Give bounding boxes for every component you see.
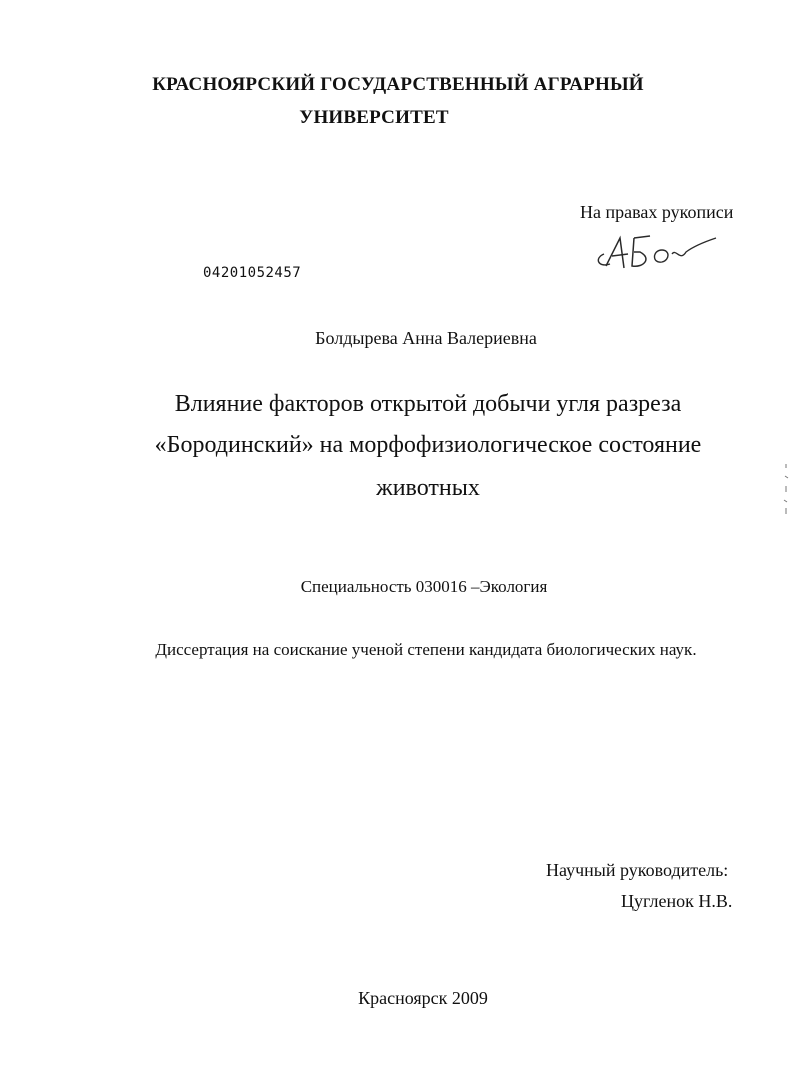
scan-edge-marks <box>780 462 792 518</box>
thesis-title-line2: «Бородинский» на морфофизиологическое состояние <box>154 432 702 458</box>
rights-notice: На правах рукописи <box>580 202 734 222</box>
specialty: Специальность 030016 –Экология <box>300 577 548 596</box>
author-name: Болдырева Анна Валериевна <box>315 328 537 348</box>
city-and-year: Красноярск 2009 <box>358 988 488 1008</box>
thesis-title-line1: Влияние факторов открытой добычи угля разреза <box>174 391 682 417</box>
university-name-line1: КРАСНОЯРСКИЙ ГОСУДАРСТВЕННЫЙ АГРАРНЫЙ <box>152 74 644 95</box>
supervisor-name: Цугленок Н.В. <box>621 891 733 911</box>
supervisor-label: Научный руководитель: <box>546 860 729 880</box>
handwritten-signature <box>590 228 720 280</box>
dissertation-statement: Диссертация на соискание ученой степени кандидата биологических наук. <box>155 640 697 659</box>
university-name-line2: УНИВЕРСИТЕТ <box>299 107 449 128</box>
thesis-title-line3: животных <box>376 475 480 501</box>
registration-number: 04201052457 <box>203 265 302 281</box>
